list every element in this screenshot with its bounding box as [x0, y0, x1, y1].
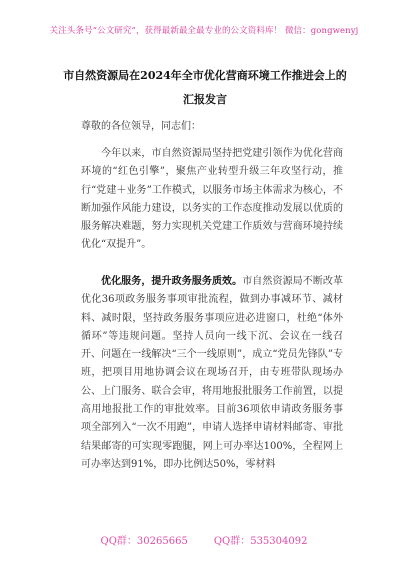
document-title-line1: 市自然资源局在2024年全市优化营商环境工作推进会上的	[63, 69, 347, 82]
footer-qq-group-2: QQ群：535304092	[213, 536, 308, 547]
paragraph-1: 今年以来，市自然资源局坚持把党建引领作为优化营商环境的“红色引擎”，聚焦产业转型升级三年攻坚行动，推行“党建＋业务”工作模式，以服务市场主体需求为核心，不断加强作风能力建设，以务实的工作态度推动发展以优质的服务解决难题，努力实现机关党建工作质效与营商环境持续优化“双提升”。	[81, 148, 343, 251]
document-title-line2: 汇报发言	[183, 93, 227, 106]
header-banner: 关注头条号“公文研究”，获得最新最全最专业的公文资料库！ 微信：gongwenyj	[49, 26, 359, 36]
footer-qq-group-1: QQ群：30265665	[100, 536, 188, 547]
paragraph-2-body: 市自然资源局不断改革优化36项政务服务事项审批流程，做到办事减环节、减材料、减时限，坚持政务服务事项应进必进窗口，杜绝“体外循环”等违规问题。坚持人员向一线下沉、会议在一线召开、问题在一线解决“三个一线原则”，成立“党员先锋队”专班，把项目用地协调会议在现场召开，由专班带队现场办公、上门服务、联合会审，将用地报批服务工作前置，以提高用地报批工作的审批效率。目前36项依申请政务服务事项全部列入“一次不用跑”，申请人选择申请材料邮寄、审批结果邮寄的可实现零跑腿，网上可办率达100%，全程网上可办率达到91%，即办比例达50%，零材料	[81, 276, 344, 470]
paragraph-2	[81, 273, 343, 474]
paragraph-2-lead: 优化服务，提升政务服务质效。	[101, 276, 243, 287]
greeting: 尊敬的各位领导，同志们：	[81, 121, 201, 132]
footer	[0, 532, 408, 547]
